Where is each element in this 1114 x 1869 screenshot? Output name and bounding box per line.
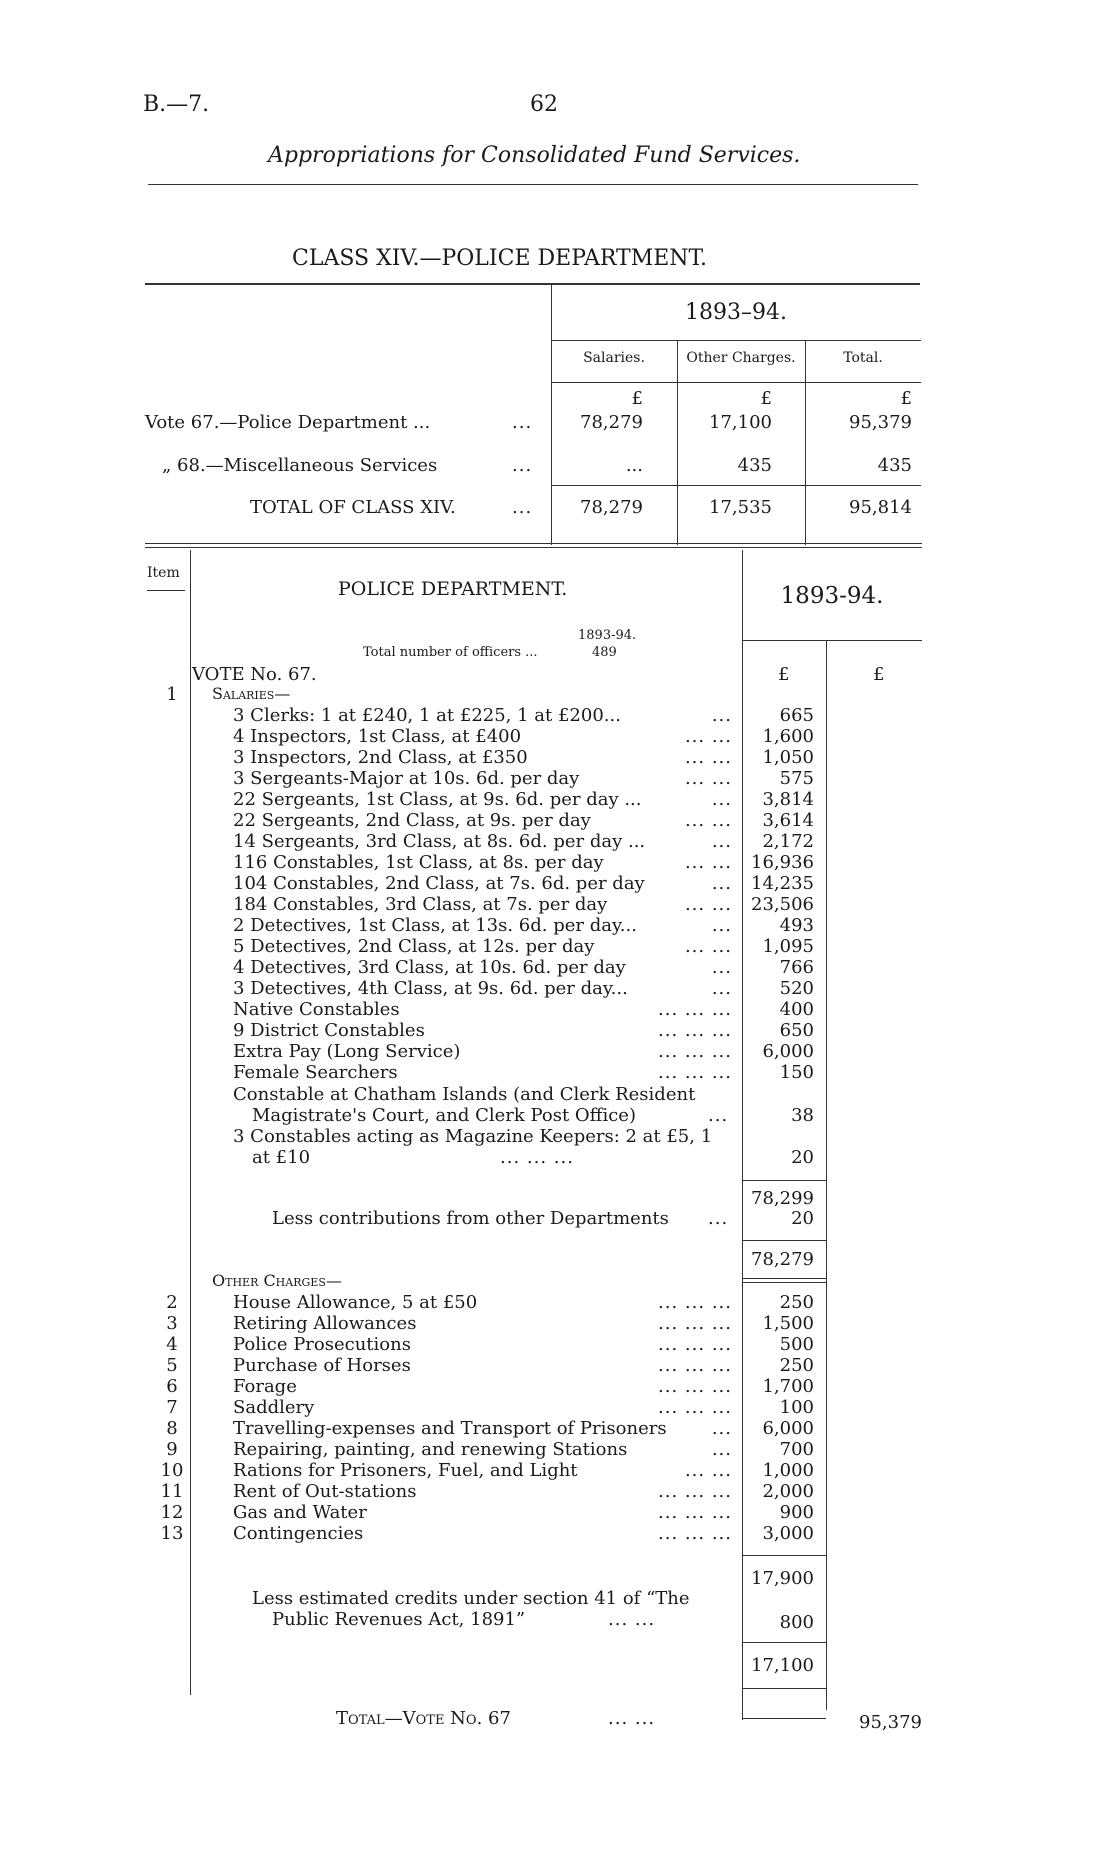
leader-dots: ...	[711, 831, 732, 852]
magazine-amount: 20	[791, 1147, 814, 1168]
item-number: 8	[166, 1418, 178, 1439]
currency-symbol: £	[631, 388, 643, 409]
leader-dots: ...	[711, 1418, 732, 1439]
leader-dots: ... ... ...	[658, 1481, 732, 1502]
vote-label: VOTE No. 67.	[192, 664, 317, 685]
salary-row-label: Female Searchers	[233, 1062, 398, 1083]
salary-row-amount: 1,050	[762, 747, 814, 768]
leader-dots: ... ... ...	[658, 1313, 732, 1334]
officers-year: 1893-94.	[578, 628, 637, 643]
salary-row-label: 4 Inspectors, 1st Class, at £400	[233, 726, 522, 747]
salary-row-label: 3 Inspectors, 2nd Class, at £350	[233, 747, 528, 768]
less-credits-line-2: Public Revenues Act, 1891”	[272, 1609, 526, 1630]
other-charge-label: Forage	[233, 1376, 297, 1397]
item-number: 3	[166, 1313, 178, 1334]
summary-total-other: 17,535	[709, 497, 772, 518]
salaries-subtotal: 78,299	[751, 1188, 814, 1209]
leader-dots: ... ... ...	[658, 1020, 732, 1041]
magazine-line-2: at £10	[252, 1147, 311, 1168]
other-charge-label: Travelling-expenses and Transport of Prisoners	[233, 1418, 667, 1439]
salary-row-amount: 14,235	[751, 873, 814, 894]
salary-row-label: 3 Sergeants-Major at 10s. 6d. per day	[233, 768, 580, 789]
summary-row-salaries: ...	[625, 455, 643, 476]
less-credits-amount: 800	[779, 1612, 814, 1633]
leader-dots: ... ...	[684, 726, 732, 747]
currency-symbol: £	[760, 388, 772, 409]
leader-dots: ...	[711, 978, 732, 999]
leader-dots: ... ...	[684, 810, 732, 831]
salary-row-amount: 400	[779, 999, 814, 1020]
salary-row-amount: 1,600	[762, 726, 814, 747]
leader-dots: ...	[512, 497, 533, 518]
leader-dots: ... ... ...	[658, 1376, 732, 1397]
leader-dots: ... ... ...	[658, 1523, 732, 1544]
leader-dots: ... ... ...	[658, 1355, 732, 1376]
leader-dots: ...	[711, 957, 732, 978]
item-number: 13	[160, 1523, 184, 1544]
other-charge-amount: 700	[779, 1439, 814, 1460]
other-net: 17,100	[751, 1655, 814, 1676]
total-vote-amount: 95,379	[859, 1712, 922, 1733]
summary-year: 1893–94.	[685, 300, 787, 325]
less-contributions-label: Less contributions from other Departments	[272, 1208, 669, 1229]
leader-dots: ... ...	[684, 936, 732, 957]
other-charge-label: Repairing, painting, and renewing Stations	[233, 1439, 628, 1460]
salary-row-label: Native Constables	[233, 999, 400, 1020]
salary-row-amount: 2,172	[762, 831, 814, 852]
chatham-line-1: Constable at Chatham Islands (and Clerk Resident	[233, 1084, 696, 1105]
other-charge-amount: 100	[779, 1397, 814, 1418]
leader-dots: ... ...	[684, 1460, 732, 1481]
summary-total-total: 95,814	[849, 497, 912, 518]
item-number: 6	[166, 1376, 178, 1397]
salary-row-label: 3 Clerks: 1 at £240, 1 at £225, 1 at £200...	[233, 705, 621, 726]
other-charges-heading: Other Charges—	[212, 1271, 342, 1290]
summary-row-total: 95,379	[849, 412, 912, 433]
class-title-rule	[145, 283, 920, 285]
other-charge-label: Rations for Prisoners, Fuel, and Light	[233, 1460, 578, 1481]
leader-dots: ... ... ...	[658, 1292, 732, 1313]
class-title: CLASS XIV.—POLICE DEPARTMENT.	[292, 246, 707, 271]
other-charge-amount: 900	[779, 1502, 814, 1523]
other-charge-label: Saddlery	[233, 1397, 315, 1418]
salary-row-label: 104 Constables, 2nd Class, at 7s. 6d. per day	[233, 873, 645, 894]
total-vote-label: Total—Vote No. 67	[336, 1708, 511, 1729]
summary-row-other: 17,100	[709, 412, 772, 433]
leader-dots: ... ...	[684, 747, 732, 768]
item-number: 1	[166, 684, 178, 705]
leader-dots: ... ... ...	[658, 999, 732, 1020]
other-charge-label: House Allowance, 5 at £50	[233, 1292, 478, 1313]
leader-dots: ... ...	[608, 1708, 656, 1729]
other-charge-label: Purchase of Horses	[233, 1355, 411, 1376]
leader-dots: ... ... ...	[658, 1041, 732, 1062]
summary-col-salaries: Salaries.	[583, 350, 645, 366]
currency-symbol: £	[900, 388, 912, 409]
other-charge-amount: 3,000	[762, 1523, 814, 1544]
item-number: 7	[166, 1397, 178, 1418]
leader-dots: ...	[711, 873, 732, 894]
salary-row-amount: 16,936	[751, 852, 814, 873]
salary-row-label: 22 Sergeants, 2nd Class, at 9s. per day	[233, 810, 591, 831]
item-number: 2	[166, 1292, 178, 1313]
salary-row-amount: 3,814	[762, 789, 814, 810]
salary-row-label: 2 Detectives, 1st Class, at 13s. 6d. per day...	[233, 915, 637, 936]
chatham-amount: 38	[791, 1105, 814, 1126]
summary-row-total: 435	[877, 455, 912, 476]
summary-row-label: „ 68.—Miscellaneous Services	[162, 455, 438, 476]
officers-label: Total number of officers ...	[363, 645, 538, 660]
salary-row-label: 5 Detectives, 2nd Class, at 12s. per day	[233, 936, 595, 957]
salary-row-label: 14 Sergeants, 3rd Class, at 8s. 6d. per day ...	[233, 831, 646, 852]
leader-dots: ... ... ...	[658, 1397, 732, 1418]
item-column-header: Item	[147, 565, 180, 581]
summary-col-other: Other Charges.	[686, 350, 796, 366]
salary-row-label: 184 Constables, 3rd Class, at 7s. per day	[233, 894, 608, 915]
department-title: POLICE DEPARTMENT.	[338, 578, 568, 600]
item-number: 4	[166, 1334, 178, 1355]
item-number: 11	[160, 1481, 184, 1502]
officers-count: 489	[592, 645, 617, 660]
other-charge-label: Police Prosecutions	[233, 1334, 411, 1355]
other-charge-amount: 6,000	[762, 1418, 814, 1439]
salary-row-amount: 665	[779, 705, 814, 726]
summary-total-label: TOTAL OF CLASS XIV.	[250, 497, 456, 518]
leader-dots: ... ... ...	[658, 1502, 732, 1523]
summary-row-salaries: 78,279	[580, 412, 643, 433]
other-charge-amount: 500	[779, 1334, 814, 1355]
other-charge-amount: 1,700	[762, 1376, 814, 1397]
less-contributions-amount: 20	[791, 1208, 814, 1229]
salary-row-amount: 493	[779, 915, 814, 936]
item-number: 12	[160, 1502, 184, 1523]
summary-row-label: Vote 67.—Police Department ...	[145, 412, 431, 433]
leader-dots: ... ... ...	[658, 1334, 732, 1355]
other-charge-amount: 1,000	[762, 1460, 814, 1481]
other-subtotal: 17,900	[751, 1568, 814, 1589]
leader-dots: ... ... ...	[658, 1062, 732, 1083]
salary-row-amount: 1,095	[762, 936, 814, 957]
page-reference: B.—7.	[143, 92, 210, 117]
salary-row-label: 22 Sergeants, 1st Class, at 9s. 6d. per day ...	[233, 789, 642, 810]
salaries-net: 78,279	[751, 1249, 814, 1270]
other-charge-label: Retiring Allowances	[233, 1313, 417, 1334]
summary-row-other: 435	[737, 455, 772, 476]
salary-row-label: 116 Constables, 1st Class, at 8s. per day	[233, 852, 604, 873]
salary-row-label: Extra Pay (Long Service)	[233, 1041, 461, 1062]
other-charge-amount: 2,000	[762, 1481, 814, 1502]
leader-dots: ... ...	[684, 852, 732, 873]
item-number: 10	[160, 1460, 184, 1481]
leader-dots: ...	[711, 915, 732, 936]
summary-col-total: Total.	[843, 350, 883, 366]
salary-row-amount: 575	[779, 768, 814, 789]
salary-row-amount: 150	[779, 1062, 814, 1083]
summary-total-salaries: 78,279	[580, 497, 643, 518]
currency-symbol: £	[873, 664, 885, 685]
salary-row-label: 4 Detectives, 3rd Class, at 10s. 6d. per day	[233, 957, 626, 978]
salary-row-amount: 23,506	[751, 894, 814, 915]
salary-row-amount: 766	[779, 957, 814, 978]
chatham-line-2: Magistrate's Court, and Clerk Post Office)	[252, 1105, 636, 1126]
leader-dots: ... ...	[684, 894, 732, 915]
salary-row-amount: 520	[779, 978, 814, 999]
other-charge-amount: 250	[779, 1355, 814, 1376]
currency-symbol: £	[778, 664, 790, 685]
other-charge-label: Gas and Water	[233, 1502, 367, 1523]
leader-dots: ...	[708, 1208, 729, 1229]
leader-dots: ... ...	[684, 768, 732, 789]
leader-dots: ...	[512, 455, 533, 476]
page-number: 62	[530, 92, 558, 117]
leader-dots: ...	[512, 412, 533, 433]
salary-row-amount: 650	[779, 1020, 814, 1041]
item-number: 9	[166, 1439, 178, 1460]
other-charge-label: Rent of Out-stations	[233, 1481, 417, 1502]
salary-row-label: 9 District Constables	[233, 1020, 425, 1041]
leader-dots: ...	[708, 1105, 729, 1126]
detail-year: 1893-94.	[780, 583, 884, 609]
page-title: Appropriations for Consolidated Fund Services.	[268, 143, 801, 168]
salary-row-amount: 6,000	[762, 1041, 814, 1062]
less-credits-line-1: Less estimated credits under section 41 of “The	[252, 1588, 690, 1609]
magazine-line-1: 3 Constables acting as Magazine Keepers: 2 at £5, 1	[233, 1126, 713, 1147]
salary-row-amount: 3,614	[762, 810, 814, 831]
salary-row-label: 3 Detectives, 4th Class, at 9s. 6d. per day...	[233, 978, 628, 999]
salaries-heading: Salaries—	[212, 684, 291, 703]
leader-dots: ...	[711, 705, 732, 726]
header-rule	[148, 184, 918, 185]
other-charge-amount: 250	[779, 1292, 814, 1313]
leader-dots: ... ...	[608, 1609, 656, 1630]
item-number: 5	[166, 1355, 178, 1376]
other-charge-label: Contingencies	[233, 1523, 364, 1544]
leader-dots: ...	[711, 1439, 732, 1460]
other-charge-amount: 1,500	[762, 1313, 814, 1334]
leader-dots: ...	[711, 789, 732, 810]
leader-dots: ... ... ...	[500, 1147, 574, 1168]
